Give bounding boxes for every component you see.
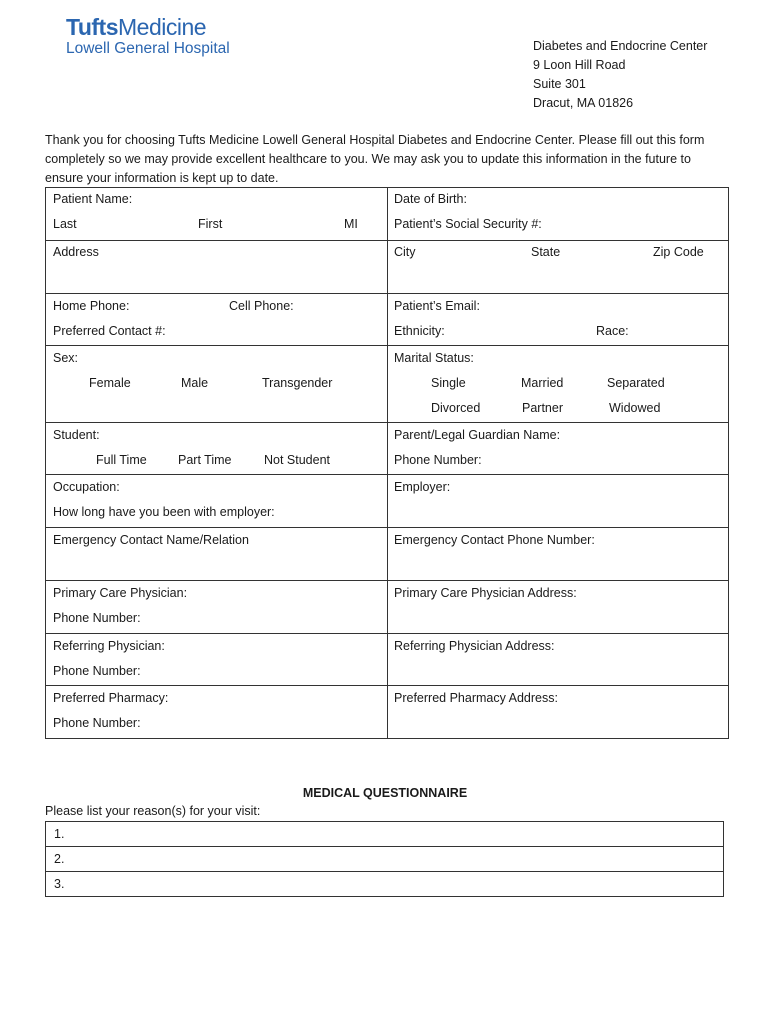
brand-logo-bold: Tufts: [66, 14, 119, 40]
email-ethnicity-cell[interactable]: [388, 294, 729, 346]
referring-label: Referring Physician:: [53, 639, 165, 653]
state-label: State: [531, 245, 561, 259]
address-line: Dracut, MA 01826: [533, 96, 634, 110]
city-label: City: [394, 245, 416, 259]
ssn-label: Patient’s Social Security #:: [394, 217, 542, 231]
registration-form: [45, 187, 729, 739]
referring-cell[interactable]: [46, 634, 388, 686]
student-label: Student:: [53, 428, 100, 442]
occupation-label: Occupation:: [53, 480, 120, 494]
intro-text: Thank you for choosing Tufts Medicine Lowell General Hospital Diabetes and Endocrine Center. Please fill out this form completely so we may provide excellent healthcare to you. We may ask you to update this information in the future to ensure your information is kept up to date.: [45, 133, 705, 185]
pharmacy-phone-label: Phone Number:: [53, 716, 141, 730]
marital-status-label: Marital Status:: [394, 351, 474, 365]
pcp-address-cell[interactable]: [388, 581, 729, 634]
marital-option-divorced[interactable]: Divorced: [431, 401, 481, 415]
employer-duration-label: How long have you been with employer:: [53, 505, 275, 519]
address-label: Address: [53, 245, 99, 259]
referring-address-cell[interactable]: [388, 634, 729, 686]
brand-logo-light: Medicine: [118, 14, 207, 40]
marital-option-single[interactable]: Single: [431, 376, 466, 390]
marital-option-separated[interactable]: Separated: [607, 376, 665, 390]
cell-phone-label: Cell Phone:: [229, 299, 294, 313]
pharmacy-address-cell[interactable]: [388, 686, 729, 739]
sex-option-transgender[interactable]: Transgender: [262, 376, 333, 390]
address-line: Suite 301: [533, 77, 586, 91]
referring-address-label: Referring Physician Address:: [394, 639, 555, 653]
sex-cell[interactable]: [46, 346, 388, 423]
pcp-cell[interactable]: [46, 581, 388, 634]
student-option-part-time[interactable]: Part Time: [178, 453, 232, 467]
marital-status-cell[interactable]: [388, 346, 729, 423]
student-option-full-time[interactable]: Full Time: [96, 453, 147, 467]
ethnicity-label: Ethnicity:: [394, 324, 445, 338]
guardian-phone-label: Phone Number:: [394, 453, 482, 467]
race-label: Race:: [596, 324, 629, 338]
last-name-label: Last: [53, 217, 77, 231]
sex-option-female[interactable]: Female: [89, 376, 131, 390]
brand-logo: [66, 14, 206, 40]
emergency-contact-label: Emergency Contact Name/Relation: [53, 533, 249, 547]
patient-name-cell[interactable]: [46, 188, 388, 241]
zip-label: Zip Code: [653, 245, 704, 259]
pharmacy-label: Preferred Pharmacy:: [53, 691, 169, 705]
dob-label: Date of Birth:: [394, 192, 467, 206]
student-cell[interactable]: [46, 423, 388, 475]
pharmacy-cell[interactable]: [46, 686, 388, 739]
marital-option-widowed[interactable]: Widowed: [609, 401, 661, 415]
phone-cell[interactable]: [46, 294, 388, 346]
marital-option-partner[interactable]: Partner: [522, 401, 563, 415]
reason-line-1[interactable]: 1.: [46, 822, 724, 847]
occupation-cell[interactable]: [46, 475, 388, 528]
reason-line-2[interactable]: 2.: [46, 847, 724, 872]
marital-option-married[interactable]: Married: [521, 376, 564, 390]
guardian-name-label: Parent/Legal Guardian Name:: [394, 428, 561, 442]
reason-line-3[interactable]: 3.: [46, 872, 724, 897]
employer-label: Employer:: [394, 480, 451, 494]
pcp-label: Primary Care Physician:: [53, 586, 188, 600]
address-line: 9 Loon Hill Road: [533, 58, 626, 72]
home-phone-label: Home Phone:: [53, 299, 130, 313]
student-option-not-student[interactable]: Not Student: [264, 453, 331, 467]
dob-ssn-cell[interactable]: [388, 188, 729, 241]
guardian-cell[interactable]: [388, 423, 729, 475]
pcp-phone-label: Phone Number:: [53, 611, 141, 625]
referring-phone-label: Phone Number:: [53, 664, 141, 678]
preferred-contact-label: Preferred Contact #:: [53, 324, 166, 338]
questionnaire-title: MEDICAL QUESTIONNAIRE: [302, 786, 468, 800]
emergency-contact-cell[interactable]: [46, 528, 388, 581]
address-cell[interactable]: [46, 241, 388, 294]
sex-option-male[interactable]: Male: [181, 376, 209, 390]
employer-cell[interactable]: [388, 475, 729, 528]
pcp-address-label: Primary Care Physician Address:: [394, 586, 577, 600]
first-name-label: First: [198, 217, 223, 231]
sex-label: Sex:: [53, 351, 79, 365]
hospital-name: Lowell General Hospital: [66, 40, 230, 57]
middle-initial-label: MI: [344, 217, 358, 231]
emergency-phone-label: Emergency Contact Phone Number:: [394, 533, 595, 547]
pharmacy-address-label: Preferred Pharmacy Address:: [394, 691, 558, 705]
emergency-phone-cell[interactable]: [388, 528, 729, 581]
reasons-table: [45, 821, 724, 897]
email-label: Patient’s Email:: [394, 299, 480, 313]
reasons-label: Please list your reason(s) for your visit:: [45, 804, 261, 818]
city-state-zip-cell[interactable]: [388, 241, 729, 294]
center-address: [533, 37, 707, 113]
patient-name-label: Patient Name:: [53, 192, 133, 206]
address-line: Diabetes and Endocrine Center: [533, 39, 708, 53]
